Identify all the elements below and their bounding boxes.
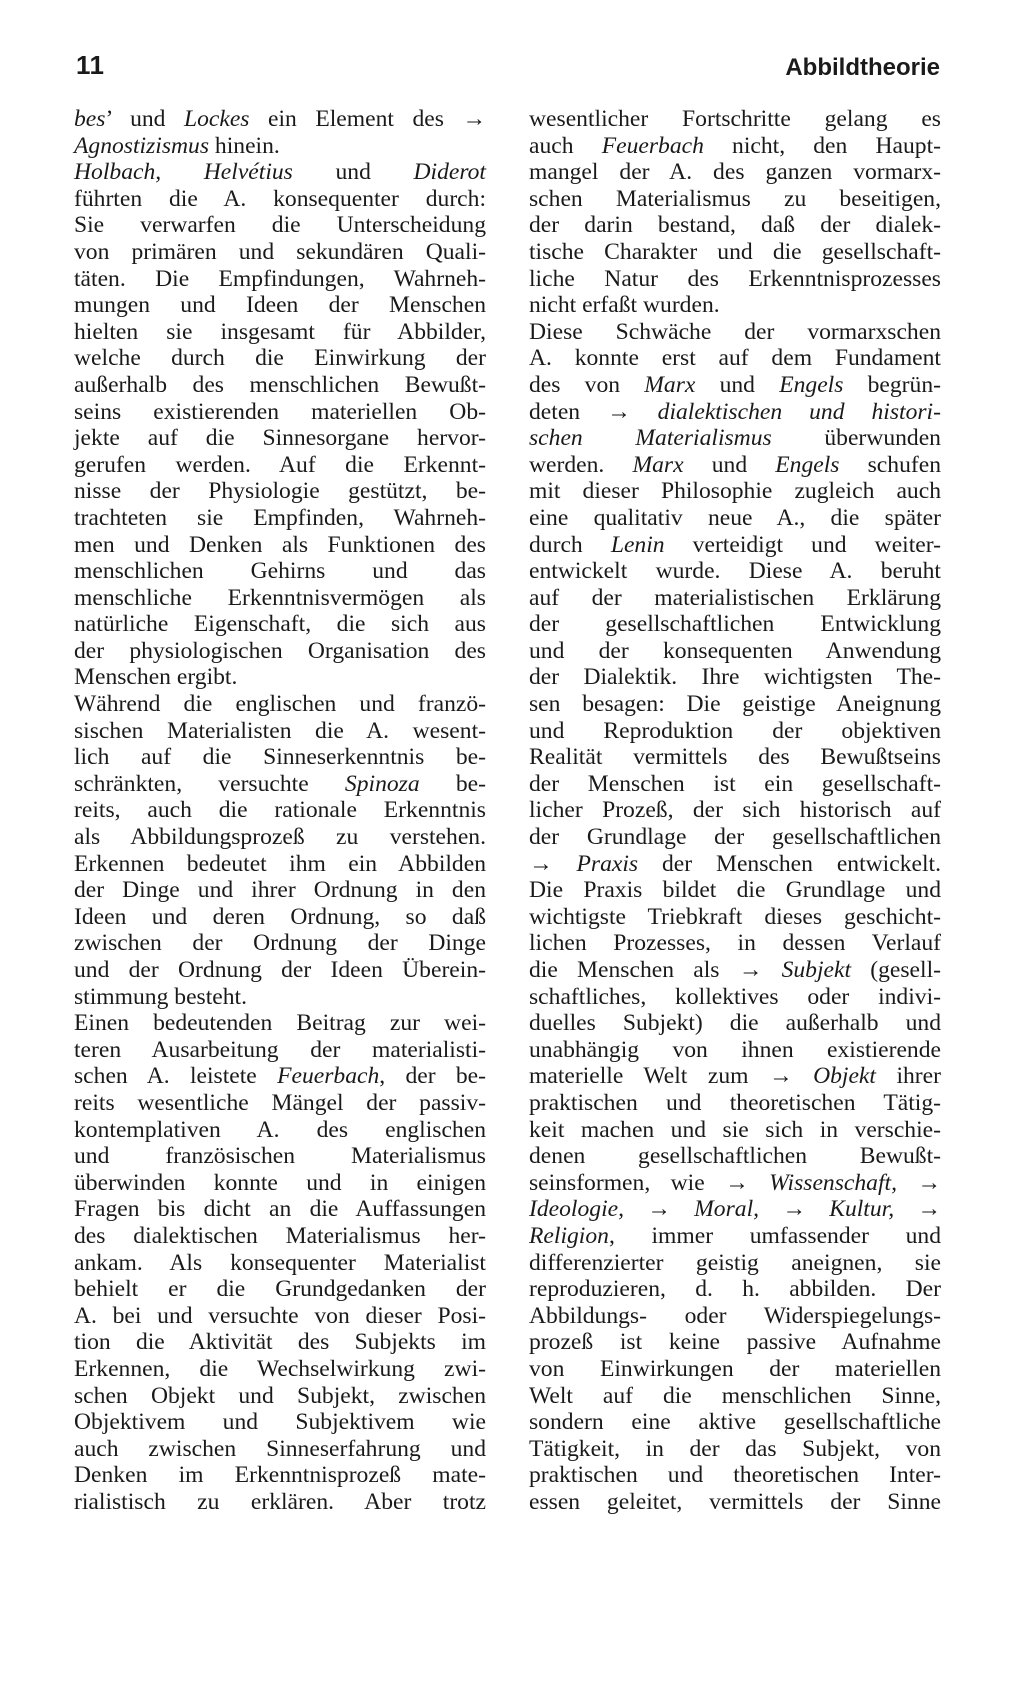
text-line bbox=[529, 984, 941, 1011]
text-run: sischen Materialisten die A. wesent- bbox=[74, 717, 486, 744]
text-line bbox=[529, 1409, 941, 1436]
text-line bbox=[74, 797, 486, 824]
text-line bbox=[74, 638, 486, 665]
text-run: schaftliches, kollektives oder indivi- bbox=[529, 983, 941, 1010]
text-run bbox=[553, 851, 577, 877]
italic-term: Agnostizismus bbox=[74, 132, 210, 159]
text-line bbox=[74, 186, 486, 213]
text-run: , immer umfassender und bbox=[608, 1222, 941, 1249]
text-run: A. konnte erst auf dem Fundament bbox=[529, 345, 941, 372]
text-line bbox=[529, 824, 941, 851]
italic-term: Feuerbach bbox=[277, 1063, 380, 1090]
italic-term: Religion bbox=[529, 1222, 609, 1249]
text-line bbox=[529, 345, 941, 372]
text-line bbox=[74, 1223, 486, 1250]
text-line bbox=[529, 1250, 941, 1277]
text-run bbox=[897, 1170, 917, 1196]
text-line bbox=[529, 664, 941, 691]
text-line bbox=[529, 771, 941, 798]
text-line bbox=[74, 505, 486, 532]
text-run: licher Prozeß, der sich historisch auf bbox=[529, 797, 941, 824]
text-run: als Abbildungsprozeß zu verstehen. bbox=[74, 824, 486, 851]
text-line bbox=[74, 1489, 486, 1516]
text-run: tion die Aktivität des Subjekts im bbox=[74, 1329, 486, 1356]
text-line bbox=[74, 851, 486, 878]
text-run: der darin bestand, daß der dialek- bbox=[529, 212, 941, 239]
cross-reference-arrow-icon: → bbox=[768, 1063, 793, 1090]
text-line bbox=[74, 904, 486, 931]
text-run: reits wesentliche Mängel der passiv- bbox=[74, 1089, 486, 1116]
cross-reference-arrow-icon: → bbox=[607, 398, 631, 425]
text-run: Erkennen, die Wechselwirkung zwi- bbox=[74, 1355, 486, 1382]
text-run: die Menschen als bbox=[529, 957, 739, 983]
cross-reference-arrow-icon: → bbox=[917, 1196, 941, 1223]
text-run: Erkennen bedeutet ihm ein Abbilden bbox=[74, 850, 486, 877]
text-run: des von bbox=[529, 371, 645, 398]
text-line bbox=[529, 239, 941, 266]
text-line bbox=[74, 399, 486, 426]
text-line bbox=[529, 1117, 941, 1144]
text-run: der physiologischen Organisation des bbox=[74, 637, 486, 664]
text-line bbox=[74, 984, 486, 1011]
text-run: nicht, den Haupt- bbox=[703, 132, 941, 159]
text-run: stimmung besteht. bbox=[74, 983, 248, 1010]
text-run: der Grundlage der gesellschaftlichen bbox=[529, 824, 941, 851]
text-run: reits, auch die rationale Erkenntnis bbox=[74, 797, 486, 824]
italic-term: Feuerbach bbox=[601, 132, 704, 159]
text-run: menschlichen Gehirns und das bbox=[74, 558, 486, 585]
text-run: und französischen Materialismus bbox=[74, 1143, 486, 1170]
text-run: , der be- bbox=[379, 1063, 487, 1090]
cross-reference-arrow-icon: → bbox=[917, 1169, 941, 1196]
text-run: denen gesellschaftlichen Bewußt- bbox=[529, 1143, 941, 1170]
text-run: des dialektischen Materialismus her- bbox=[74, 1222, 486, 1249]
text-line bbox=[529, 106, 941, 133]
italic-term: Engels bbox=[779, 371, 844, 398]
text-run: Abbildungs- oder Widerspiegelungs- bbox=[529, 1302, 941, 1329]
italic-term: Kultur, bbox=[829, 1196, 895, 1223]
text-line bbox=[529, 1063, 941, 1090]
text-line bbox=[529, 797, 941, 824]
text-run: außerhalb des menschlichen Bewußt- bbox=[74, 371, 486, 398]
text-run: führten die A. konsequenter durch: bbox=[74, 185, 486, 212]
text-line bbox=[74, 106, 486, 133]
text-run: von Einwirkungen der materiellen bbox=[529, 1355, 941, 1382]
text-run: schen A. leistete bbox=[74, 1063, 278, 1090]
text-run: schen Objekt und Subjekt, zwischen bbox=[74, 1382, 486, 1409]
text-line bbox=[529, 266, 941, 293]
text-run bbox=[161, 159, 204, 185]
text-line bbox=[74, 425, 486, 452]
cross-reference-arrow-icon: → bbox=[725, 1169, 749, 1196]
text-line bbox=[74, 1462, 486, 1489]
text-run: der Menschen ist ein gesellschaft- bbox=[529, 770, 941, 797]
text-line bbox=[529, 478, 941, 505]
text-run: menschliche Erkenntnisvermögen als bbox=[74, 584, 486, 611]
text-line bbox=[74, 718, 486, 745]
text-line bbox=[529, 957, 941, 984]
text-run: mit dieser Philosophie zugleich auch bbox=[529, 478, 941, 505]
text-run bbox=[762, 957, 781, 983]
text-line bbox=[529, 877, 941, 904]
text-line bbox=[74, 372, 486, 399]
text-line bbox=[74, 611, 486, 638]
text-line bbox=[74, 1143, 486, 1170]
text-line bbox=[74, 478, 486, 505]
text-line bbox=[529, 133, 941, 160]
text-run: jekte auf die Sinnesorgane hervor- bbox=[74, 425, 486, 452]
text-run: Menschen ergibt. bbox=[74, 664, 238, 691]
text-line bbox=[529, 1329, 941, 1356]
text-run: Welt auf die menschlichen Sinne, bbox=[529, 1382, 941, 1409]
text-run: der gesellschaftlichen Entwicklung bbox=[529, 611, 941, 638]
text-run: essen geleitet, vermittels der Sinne bbox=[529, 1488, 941, 1515]
text-line bbox=[74, 1010, 486, 1037]
text-run: Objektivem und Subjektivem wie bbox=[74, 1409, 486, 1436]
text-line bbox=[74, 930, 486, 957]
text-run: Diese Schwäche der vormarxschen bbox=[529, 318, 941, 345]
text-line bbox=[529, 1170, 941, 1197]
italic-term: Spinoza bbox=[344, 770, 420, 797]
text-line bbox=[74, 345, 486, 372]
text-run: hinein. bbox=[209, 132, 280, 159]
italic-term: Lockes bbox=[183, 106, 250, 132]
text-run: Ideen und deren Ordnung, so daß bbox=[74, 903, 486, 930]
text-run: schen Materialismus zu beseitigen, bbox=[529, 185, 941, 212]
text-line bbox=[529, 1196, 941, 1223]
text-line bbox=[74, 1196, 486, 1223]
text-line bbox=[74, 292, 486, 319]
text-run: unabhängig von ihnen existierende bbox=[529, 1036, 941, 1063]
text-line bbox=[74, 1383, 486, 1410]
text-run bbox=[759, 1196, 782, 1222]
text-run: teren Ausarbeitung der materialisti- bbox=[74, 1036, 486, 1063]
text-line bbox=[74, 1090, 486, 1117]
text-line bbox=[529, 904, 941, 931]
text-line bbox=[529, 1090, 941, 1117]
text-run: men und Denken als Funktionen des bbox=[74, 531, 486, 558]
text-line bbox=[529, 1223, 941, 1250]
text-run: praktischen und theoretischen Inter- bbox=[529, 1462, 941, 1489]
text-run: A. bei und versuchte von dieser Posi- bbox=[74, 1302, 486, 1329]
italic-term: Moral, bbox=[694, 1196, 760, 1223]
text-line bbox=[529, 186, 941, 213]
left-text-column bbox=[74, 106, 486, 1515]
text-line bbox=[74, 1250, 486, 1277]
text-line bbox=[529, 585, 941, 612]
text-run: durch bbox=[529, 531, 611, 558]
text-line bbox=[529, 1143, 941, 1170]
text-run: Denken im Erkenntnisprozeß mate- bbox=[74, 1462, 486, 1489]
text-run: auf der materialistischen Erklärung bbox=[529, 584, 941, 611]
text-run: und der Ordnung der Ideen Überein- bbox=[74, 957, 486, 983]
text-run: wichtigste Triebkraft dieses geschicht- bbox=[529, 903, 941, 930]
text-line bbox=[74, 1276, 486, 1303]
text-line bbox=[529, 1037, 941, 1064]
text-run: Realität vermittels des Bewußtseins bbox=[529, 744, 941, 771]
text-run: und bbox=[695, 371, 780, 398]
text-run: auch zwischen Sinneserfahrung und bbox=[74, 1435, 486, 1462]
text-run: Fragen bis dicht an die Auffassungen bbox=[74, 1196, 486, 1223]
text-run: entwickelt wurde. Diese A. beruht bbox=[529, 558, 941, 585]
text-run: be- bbox=[419, 770, 486, 797]
text-run: sondern eine aktive gesellschaftliche bbox=[529, 1409, 941, 1436]
text-run: täten. Die Empfindungen, Wahrneh- bbox=[74, 265, 486, 292]
text-run: natürliche Eigenschaft, die sich aus bbox=[74, 611, 486, 638]
text-line bbox=[529, 1436, 941, 1463]
text-run: sen besagen: Die geistige Aneignung bbox=[529, 691, 941, 718]
cross-reference-arrow-icon: → bbox=[738, 957, 763, 983]
text-run bbox=[631, 399, 658, 425]
text-line bbox=[74, 691, 486, 718]
text-run: kontemplativen A. des englischen bbox=[74, 1116, 486, 1143]
italic-term: Marx bbox=[632, 451, 684, 478]
text-line bbox=[529, 611, 941, 638]
text-run: nisse der Physiologie gestützt, be- bbox=[74, 478, 486, 505]
text-run: lich auf die Sinneserkenntnis be- bbox=[74, 744, 486, 771]
italic-term: bes bbox=[74, 106, 106, 132]
text-line bbox=[74, 1117, 486, 1144]
text-line bbox=[74, 744, 486, 771]
text-line bbox=[74, 1356, 486, 1383]
text-line bbox=[74, 1409, 486, 1436]
text-run: (gesell- bbox=[851, 957, 941, 983]
text-line bbox=[74, 824, 486, 851]
running-head: Abbildtheorie bbox=[785, 54, 940, 81]
text-line bbox=[74, 1037, 486, 1064]
text-run: von primären und sekundären Quali- bbox=[74, 238, 486, 265]
italic-term: Lenin bbox=[610, 531, 665, 558]
text-run: ihrer bbox=[875, 1063, 941, 1090]
text-line bbox=[74, 1436, 486, 1463]
text-run: der Dialektik. Ihre wichtigsten The- bbox=[529, 664, 941, 691]
text-line bbox=[529, 558, 941, 585]
text-run: auch bbox=[529, 132, 602, 159]
text-line bbox=[74, 239, 486, 266]
text-run: begrün- bbox=[843, 371, 941, 398]
cross-reference-arrow-icon: → bbox=[782, 1196, 806, 1223]
text-run bbox=[806, 1196, 829, 1222]
cross-reference-arrow-icon: → bbox=[529, 850, 553, 877]
text-run: der Dinge und ihrer Ordnung in den bbox=[74, 877, 486, 904]
cross-reference-arrow-icon: → bbox=[647, 1196, 671, 1223]
text-run: mungen und Ideen der Menschen bbox=[74, 292, 486, 319]
text-line bbox=[529, 851, 941, 878]
right-text-column bbox=[529, 106, 941, 1515]
text-line bbox=[529, 292, 941, 319]
text-line bbox=[529, 212, 941, 239]
text-run: und Reproduktion der objektiven bbox=[529, 717, 941, 744]
text-line bbox=[529, 399, 941, 426]
text-run: eine qualitativ neue A., die später bbox=[529, 504, 941, 531]
text-line bbox=[74, 664, 486, 691]
italic-term: Wissenschaft, bbox=[769, 1169, 897, 1196]
text-run: rialistisch zu erklären. Aber trotz bbox=[74, 1488, 486, 1515]
text-line bbox=[529, 319, 941, 346]
italic-term: Helvétius bbox=[203, 159, 293, 186]
text-line bbox=[74, 771, 486, 798]
text-run: keit machen und sie sich in verschie- bbox=[529, 1116, 941, 1143]
text-line bbox=[74, 558, 486, 585]
text-line bbox=[529, 930, 941, 957]
text-run: Einen bedeutenden Beitrag zur wei- bbox=[74, 1010, 486, 1037]
text-run: ankam. Als konsequenter Materialist bbox=[74, 1249, 486, 1276]
text-run: ein Element des bbox=[249, 106, 463, 132]
text-line bbox=[74, 532, 486, 559]
text-line bbox=[529, 744, 941, 771]
text-run: wesentlicher Fortschritte gelang es bbox=[529, 106, 941, 132]
text-run: seins existierenden materiellen Ob- bbox=[74, 398, 486, 425]
text-run bbox=[624, 1196, 647, 1222]
text-run: welche durch die Einwirkung der bbox=[74, 345, 486, 372]
text-line bbox=[529, 532, 941, 559]
text-run: verteidigt und weiter- bbox=[664, 531, 941, 558]
text-line bbox=[74, 1063, 486, 1090]
text-run: und bbox=[683, 451, 776, 478]
text-run: lichen Prozesses, in dessen Verlauf bbox=[529, 930, 941, 957]
text-run: materielle Welt zum bbox=[529, 1063, 769, 1090]
text-line bbox=[529, 691, 941, 718]
text-run: gerufen werden. Auf die Erkennt- bbox=[74, 451, 486, 478]
italic-term: Objekt bbox=[813, 1063, 876, 1090]
text-line bbox=[529, 1462, 941, 1489]
text-run: differenzierter geistig aneignen, sie bbox=[529, 1249, 941, 1276]
text-line bbox=[529, 159, 941, 186]
italic-term: Diderot bbox=[413, 159, 486, 186]
text-line bbox=[529, 425, 941, 452]
text-line bbox=[529, 452, 941, 479]
text-line bbox=[529, 1356, 941, 1383]
text-line bbox=[529, 1383, 941, 1410]
text-line bbox=[74, 452, 486, 479]
text-line bbox=[74, 1170, 486, 1197]
text-run: trachteten sie Empfinden, Wahrneh- bbox=[74, 504, 486, 531]
text-line bbox=[74, 877, 486, 904]
cross-reference-arrow-icon: → bbox=[462, 106, 487, 132]
text-line bbox=[74, 266, 486, 293]
text-line bbox=[529, 372, 941, 399]
text-run: prozeß ist keine passive Aufnahme bbox=[529, 1329, 941, 1356]
italic-term: Ideologie, bbox=[529, 1196, 624, 1223]
text-run: Die Praxis bildet die Grundlage und bbox=[529, 877, 941, 904]
italic-term: Holbach, bbox=[74, 159, 162, 186]
text-line bbox=[74, 319, 486, 346]
italic-term: Subjekt bbox=[781, 957, 852, 983]
italic-term: Marx bbox=[644, 371, 696, 398]
text-run: nicht erfaßt wurden. bbox=[529, 292, 720, 319]
text-run: werden. bbox=[529, 451, 633, 478]
text-line bbox=[74, 1303, 486, 1330]
text-line bbox=[74, 133, 486, 160]
italic-term: Praxis bbox=[576, 850, 639, 877]
text-run: Sie verwarfen die Unterscheidung bbox=[74, 212, 486, 239]
text-line bbox=[529, 718, 941, 745]
text-run: zwischen der Ordnung der Dinge bbox=[74, 930, 486, 957]
text-run: praktischen und theoretischen Tätig- bbox=[529, 1089, 941, 1116]
text-line bbox=[529, 505, 941, 532]
text-line bbox=[529, 1489, 941, 1516]
text-run: deten bbox=[529, 398, 608, 425]
text-line bbox=[74, 957, 486, 984]
text-run: der Menschen entwickelt. bbox=[638, 850, 941, 877]
text-run bbox=[749, 1170, 769, 1196]
text-run: reproduzieren, d. h. abbilden. Der bbox=[529, 1276, 941, 1303]
text-run: überwunden bbox=[771, 425, 941, 452]
text-run: und bbox=[292, 159, 414, 186]
text-run: überwinden konnte und in einigen bbox=[74, 1169, 486, 1196]
text-run: hielten sie insgesamt für Abbilder, bbox=[74, 318, 486, 345]
text-line bbox=[529, 638, 941, 665]
text-line bbox=[74, 1329, 486, 1356]
text-run: behielt er die Grundgedanken der bbox=[74, 1276, 486, 1303]
text-run: ’ und bbox=[105, 106, 184, 132]
text-run: schränkten, versuchte bbox=[74, 770, 345, 797]
italic-term: Engels bbox=[775, 451, 840, 478]
text-line bbox=[74, 212, 486, 239]
text-line bbox=[74, 585, 486, 612]
italic-term: schen Materialismus bbox=[529, 425, 772, 452]
text-line bbox=[529, 1276, 941, 1303]
text-run: liche Natur des Erkenntnisprozesses bbox=[529, 265, 941, 292]
text-run bbox=[793, 1063, 814, 1089]
italic-term: dialektischen und histori- bbox=[657, 398, 941, 425]
text-run bbox=[894, 1196, 917, 1222]
text-line bbox=[74, 159, 486, 186]
text-line bbox=[529, 1303, 941, 1330]
text-run: seinsformen, wie bbox=[529, 1169, 726, 1196]
text-run: schufen bbox=[839, 451, 941, 478]
text-run: Tätigkeit, in der das Subjekt, von bbox=[529, 1435, 941, 1462]
text-run bbox=[671, 1196, 694, 1222]
page-number: 11 bbox=[76, 50, 105, 80]
text-run: tische Charakter und die gesellschaft- bbox=[529, 238, 941, 265]
text-run: duelles Subjekt) die außerhalb und bbox=[529, 1010, 941, 1037]
text-run: Während die englischen und franzö- bbox=[74, 691, 486, 718]
text-run: mangel der A. des ganzen vormarx- bbox=[529, 159, 941, 186]
text-run: und der konsequenten Anwendung bbox=[529, 637, 941, 664]
text-line bbox=[529, 1010, 941, 1037]
